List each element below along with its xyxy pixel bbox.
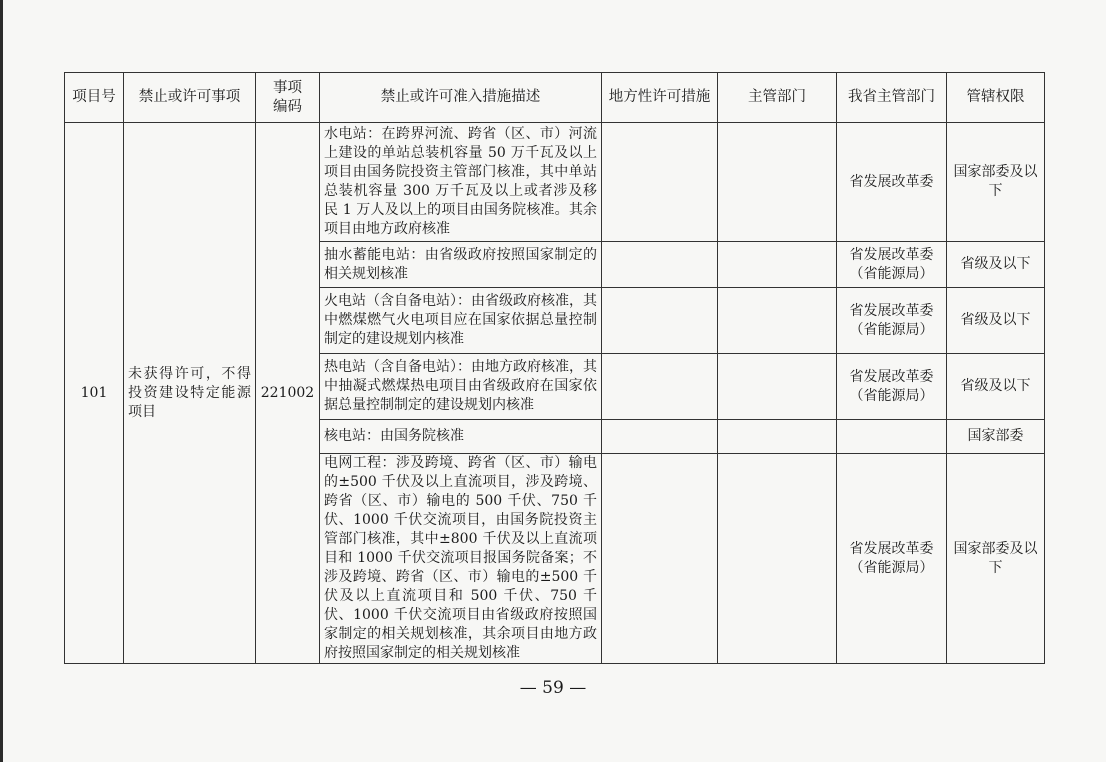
row-local-measures bbox=[602, 420, 718, 454]
item-name: 未获得许可，不得投资建设特定能源项目 bbox=[124, 123, 256, 664]
row-description: 抽水蓄能电站：由省级政府按照国家制定的相关规划核准 bbox=[320, 242, 602, 288]
row-prov-dept: 省发展改革委（省能源局） bbox=[837, 454, 947, 664]
row-authority: 国家部委及以下 bbox=[947, 454, 1045, 664]
row-prov-dept bbox=[837, 420, 947, 454]
row-local-measures bbox=[602, 454, 718, 664]
header-code: 事项编码 bbox=[256, 73, 320, 123]
header-authority: 管辖权限 bbox=[947, 73, 1045, 123]
row-authority: 省级及以下 bbox=[947, 354, 1045, 420]
page-edge-rule bbox=[0, 0, 3, 762]
row-description: 电网工程：涉及跨境、跨省（区、市）输电的±500 千伏及以上直流项目，涉及跨境、跨省（区、市）输电的 500 千伏、750 千伏、1000 千伏交流项目，由国务院投资主管部门核准，其中±800 千伏及以上直流项目和 1000 千伏交流项目报国务院备案；不涉及跨境、跨省（区、市）输电的±500 千伏及以上直流项目和 500 千伏、750 千伏、1000 千伏交流项目由省级政府按照国家制定的相关规划核准，其余项目由地方政府按照国家制定的相关规划核准 bbox=[320, 454, 602, 664]
row-description: 水电站：在跨界河流、跨省（区、市）河流上建设的单站总装机容量 50 万千瓦及以上项目由国务院投资主管部门核准，其中单站总装机容量 300 万千瓦及以上或者涉及移民 1 万人及以上的项目由国务院核准。其余项目由地方政府核准 bbox=[320, 123, 602, 242]
header-item-no: 项目号 bbox=[65, 73, 124, 123]
row-prov-dept: 省发展改革委（省能源局） bbox=[837, 288, 947, 354]
row-authority: 国家部委及以下 bbox=[947, 123, 1045, 242]
item-code: 221002 bbox=[256, 123, 320, 664]
row-authority: 省级及以下 bbox=[947, 288, 1045, 354]
row-authority: 国家部委 bbox=[947, 420, 1045, 454]
row-local-measures bbox=[602, 354, 718, 420]
row-dept bbox=[718, 288, 837, 354]
row-description: 热电站（含自备电站）：由地方政府核准，其中抽凝式燃煤热电项目由省级政府在国家依据总量控制制定的建设规划内核准 bbox=[320, 354, 602, 420]
table-row bbox=[65, 123, 1045, 242]
row-dept bbox=[718, 454, 837, 664]
row-prov-dept: 省发展改革委 bbox=[837, 123, 947, 242]
header-row bbox=[65, 73, 1045, 123]
row-dept bbox=[718, 123, 837, 242]
row-prov-dept: 省发展改革委（省能源局） bbox=[837, 242, 947, 288]
header-local-measures: 地方性许可措施 bbox=[602, 73, 718, 123]
row-description: 火电站（含自备电站）：由省级政府核准，其中燃煤燃气火电项目应在国家依据总量控制制定的建设规划内核准 bbox=[320, 288, 602, 354]
header-item: 禁止或许可事项 bbox=[124, 73, 256, 123]
header-description: 禁止或许可准入措施描述 bbox=[320, 73, 602, 123]
row-local-measures bbox=[602, 123, 718, 242]
row-prov-dept: 省发展改革委（省能源局） bbox=[837, 354, 947, 420]
regulation-table bbox=[64, 72, 1045, 664]
row-dept bbox=[718, 420, 837, 454]
row-dept bbox=[718, 354, 837, 420]
header-prov-dept: 我省主管部门 bbox=[837, 73, 947, 123]
header-dept: 主管部门 bbox=[718, 73, 837, 123]
row-dept bbox=[718, 242, 837, 288]
row-description: 核电站：由国务院核准 bbox=[320, 420, 602, 454]
row-local-measures bbox=[602, 288, 718, 354]
page-number: — 59 — bbox=[519, 678, 587, 698]
row-authority: 省级及以下 bbox=[947, 242, 1045, 288]
row-local-measures bbox=[602, 242, 718, 288]
item-number: 101 bbox=[65, 123, 124, 664]
